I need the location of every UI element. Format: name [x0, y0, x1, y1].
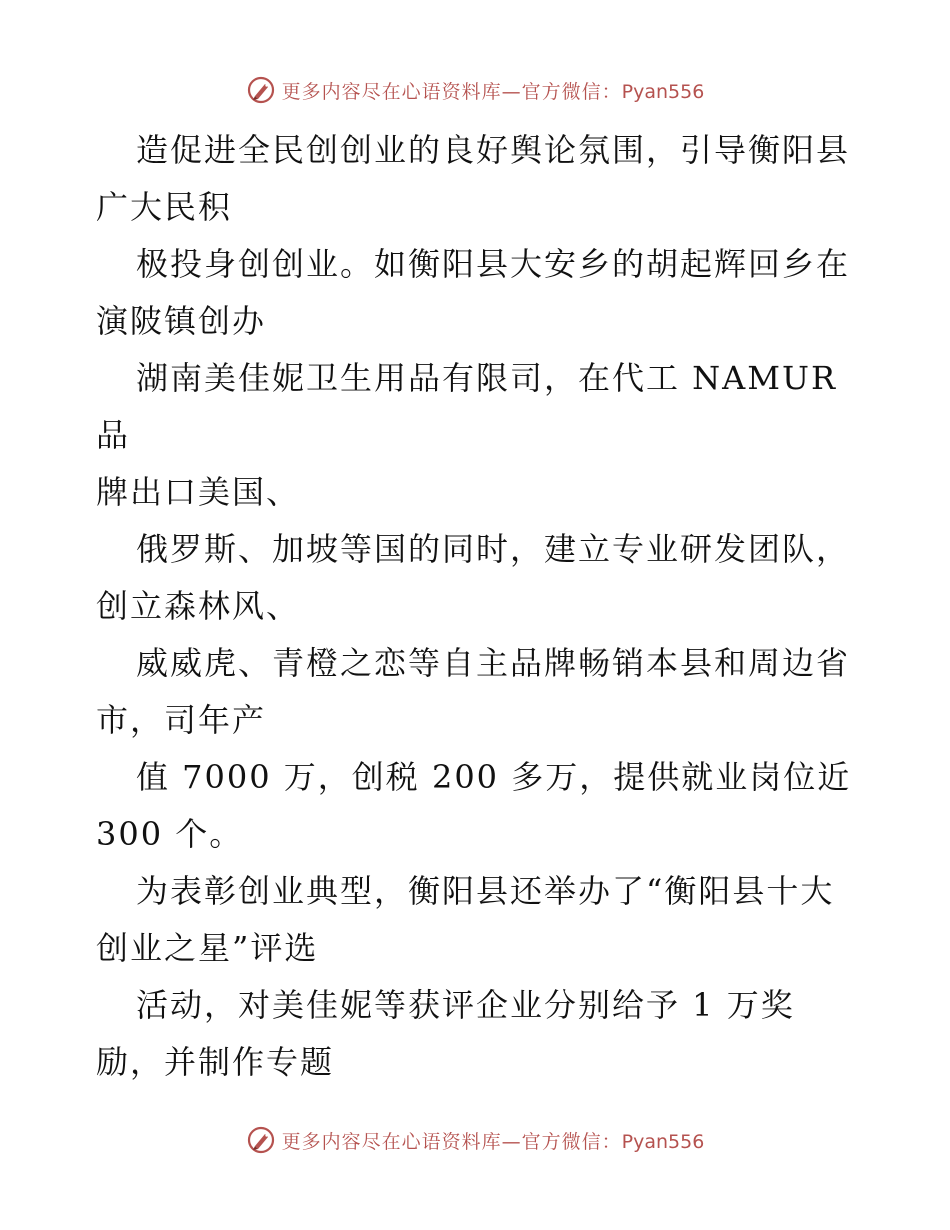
- header-watermark: [0, 70, 950, 110]
- pen-logo-icon: [246, 1125, 276, 1155]
- watermark-wechat-id: Pyan556: [621, 1130, 705, 1153]
- paragraph: 威威虎、青橙之恋等自主品牌畅销本县和周边省 市，司年产: [96, 644, 851, 739]
- paragraph: 极投身创创业。如衡阳县大安乡的胡起辉回乡在 演陂镇创办: [96, 245, 851, 340]
- pen-logo-icon: [246, 75, 276, 105]
- paragraph: 为表彰创业典型，衡阳县还举办了“衡阳县十大 创业之星”评选: [96, 872, 835, 967]
- footer-watermark: [0, 1120, 950, 1160]
- paragraph: 湖南美佳妮卫生用品有限司，在代工 NAMUR 品 牌出口美国、: [96, 359, 838, 511]
- paragraph: 活动，对美佳妮等获评企业分别给予 1 万奖 励，并制作专题: [96, 986, 795, 1081]
- watermark-text: 更多内容尽在心语资料库—官方微信：Pyan556: [281, 1130, 705, 1153]
- watermark-text: 更多内容尽在心语资料库—官方微信：Pyan556: [281, 80, 705, 103]
- paragraph: 值 7000 万，创税 200 多万，提供就业岗位近 300 个。: [96, 758, 852, 853]
- document-body: [96, 122, 856, 1091]
- paragraph: 造促进全民创创业的良好舆论氛围，引导衡阳县 广大民积: [96, 131, 851, 226]
- paragraph: 俄罗斯、加坡等国的同时，建立专业研发团队， 创立森林风、: [96, 530, 851, 625]
- watermark-wechat-id: Pyan556: [621, 80, 705, 103]
